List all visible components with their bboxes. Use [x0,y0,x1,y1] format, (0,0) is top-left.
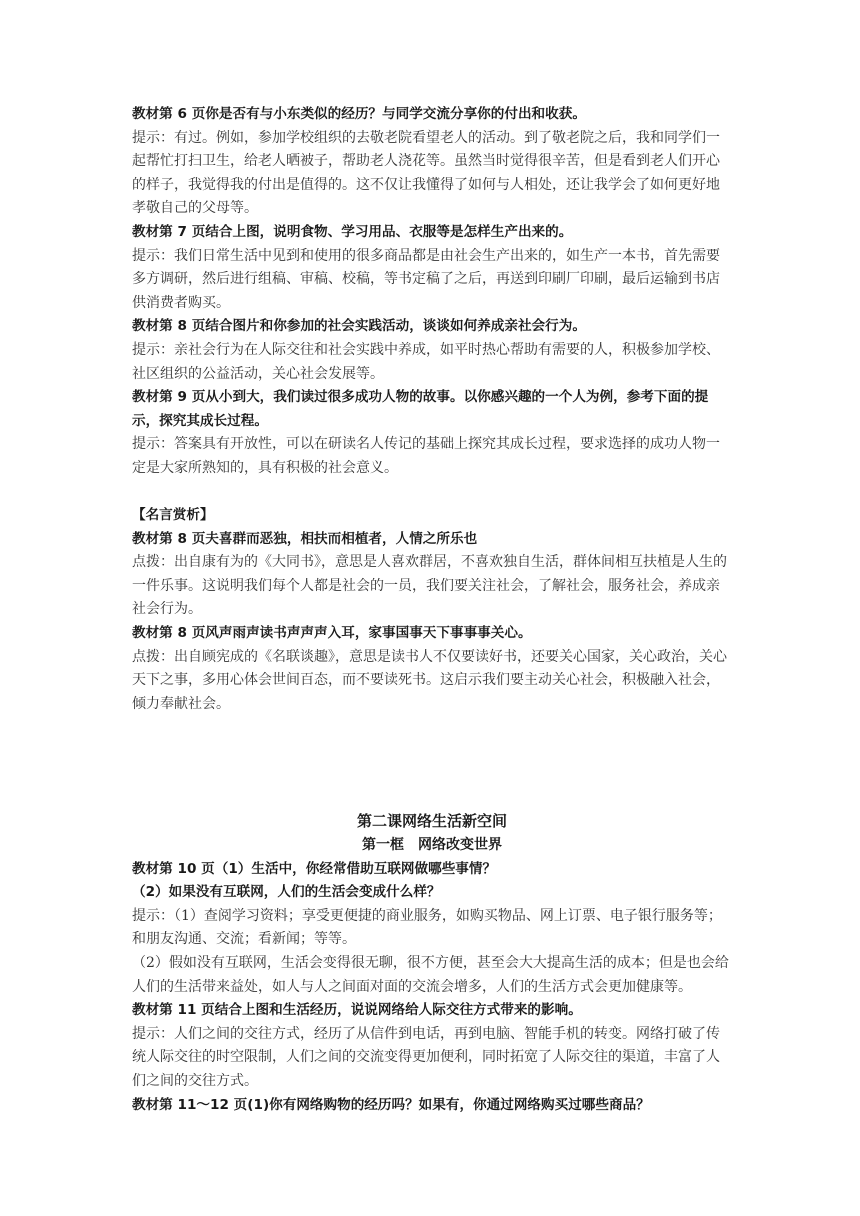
quote-explanation: 点拨：出自康有为的《大同书》，意思是人喜欢群居，不喜欢独自生活，群体间相互扶植是人生的一件乐事。这说明我们每个人都是社会的一员，我们要关注社会，了解社会，服务社会，养成亲社会行为。 [132,554,727,618]
answer: （2）假如没有互联网，生活会变得很无聊，很不方便，甚至会大大提高生活的成本；但是也会给人们的生活带来益处，如人与人之间面对面的交流会增多，人们的生活方式会更加健康等。 [132,955,729,995]
lesson-subtitle: 第一框 网络改变世界 [362,837,502,854]
question: 教材第 11 页结合上图和生活经历，说说网络给人际交往方式带来的影响。 [132,1002,582,1019]
qa-block-1 [132,103,732,481]
answer: 提示：（1）查阅学习资料；享受更便捷的商业服务，如购买物品、网上订票、电子银行服务等；和朋友沟通、交流；看新闻；等等。 [132,907,722,948]
document-page [132,103,732,1117]
answer: 提示：亲社会行为在人际交往和社会实践中养成，如平时热心帮助有需要的人，积极参加学校、社区组织的公益活动，关心社会发展等。 [132,341,720,382]
answer: 提示：答案具有开放性，可以在研读名人传记的基础上探究其成长过程，要求选择的成功人物一定是大家所熟知的，具有积极的社会意义。 [132,436,720,476]
quote-question: 教材第 8 页夫喜群而恶独，相扶而相植者，人情之所乐也 [132,530,478,547]
question: 教材第 11～12 页(1)你有网络购物的经历吗？如果有，你通过网络购买过哪些商品？ [132,1096,650,1113]
answer: 提示：我们日常生活中见到和使用的很多商品都是由社会生产出来的，如生产一本书，首先需要多方调研，然后进行组稿、审稿、校稿，等书定稿了之后，再送到印刷厂印刷，最后运输到书店供消费者购买。 [132,247,720,311]
lesson-title: 第二课网络生活新空间 [356,812,507,831]
quote-question: 教材第 8 页风声雨声读书声声声入耳，家事国事天下事事事关心。 [132,625,532,642]
qa-block-3 [132,858,732,1118]
section-heading: 【名言赏析】 [132,507,214,524]
question: 教材第 7 页结合上图，说明食物、学习用品、衣服等是怎样生产出来的。 [132,223,573,240]
question: 教材第 10 页（1）生活中，你经常借助互联网做哪些事情？ [132,860,497,877]
answer: 提示：有过。例如，参加学校组织的去敬老院看望老人的活动。到了敬老院之后，我和同学们一起帮忙打扫卫生，给老人晒被子，帮助老人浇花等。虽然当时觉得很辛苦，但是看到老人们开心的样子，我觉得我的付出是值得的。这不仅让我懂得了如何与人相处，还让我学会了如何更好地孝敬自己的父母等。 [132,129,720,217]
answer: 提示：人们之间的交往方式，经历了从信件到电话，再到电脑、智能手机的转变。网络打破了传统人际交往的时空限制，人们之间的交流变得更加便利，同时拓宽了人际交往的渠道，丰富了人们之间的交往方式。 [132,1025,720,1089]
question: 教材第 8 页结合图片和你参加的社会实践活动，谈谈如何养成亲社会行为。 [132,318,586,335]
question: （2）如果没有互联网，人们的生活会变成什么样？ [132,884,441,901]
question: 教材第 6 页你是否有与小东类似的经历？与同学交流分享你的付出和收获。 [132,106,586,122]
question: 教材第 9 页从小到大，我们读过很多成功人物的故事。以你感兴趣的一个人为例，参考下面的提示，探究其成长过程。 [132,389,709,429]
qa-block-2 [132,528,732,717]
quote-explanation: 点拨：出自顾宪成的《名联谈趣》，意思是读书人不仅要读好书，还要关心国家，关心政治，关心天下之事，多用心体会世间百态，而不要读死书。这启示我们要主动关心社会，积极融入社会，倾力奉献社会。 [132,648,727,712]
